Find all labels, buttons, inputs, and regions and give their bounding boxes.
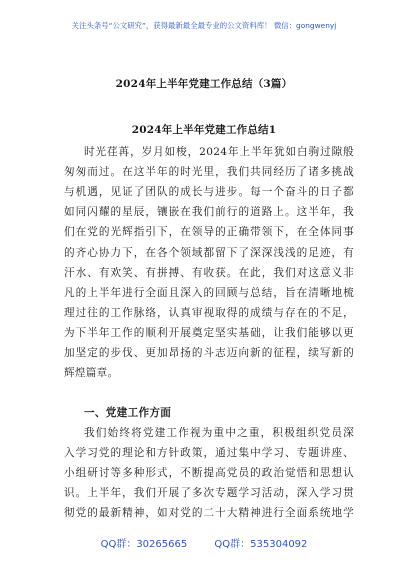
section-subtitle: 2024年上半年党建工作总结1 — [131, 124, 277, 136]
paragraph-line: 时光荏苒，岁月如梭，2024年上半年犹如白驹过隙般 — [84, 146, 354, 158]
paragraph-line: 汗水、有欢笑、有拼搏、有收获。在此，我们对这意义非 — [64, 267, 354, 279]
section-heading: 一、党建工作方面 — [84, 407, 172, 419]
paragraph-line: 识。上半年，我们开展了多次专题学习活动，深入学习贯 — [64, 487, 354, 499]
paragraph-line: 理过往的工作脉络，认真审视取得的成绩与存在的不足， — [64, 307, 354, 319]
qq-group-2: QQ群：535304092 — [214, 539, 308, 550]
paragraph-line: 加坚定的步伐、更加昂扬的斗志迈向新的征程，续写新的 — [64, 347, 354, 359]
paragraph-line: 们在党的光辉指引下，在领导的正确带领下，在全体同事 — [64, 226, 354, 238]
promo-banner: 关注头条号“公文研究”，获得最新最全最专业的公文资料库！ 微信：gongwenyj — [71, 21, 337, 30]
paragraph-line: 凡的上半年进行全面且深入的回顾与总结，旨在清晰地梳 — [64, 287, 354, 299]
paragraph-line: 辉煌篇章。 — [64, 367, 119, 379]
paragraph-line: 匆匆而过。在这半年的时光里，我们共同经历了诸多挑战 — [64, 166, 354, 178]
qq-group-1: QQ群：30265665 — [100, 539, 188, 550]
paragraph-line: 的齐心协力下，在各个领域都留下了深深浅浅的足迹，有 — [64, 247, 354, 259]
qq-footer — [0, 535, 408, 550]
document-title: 2024年上半年党建工作总结（3篇） — [115, 78, 293, 90]
paragraph-line: 如同闪耀的星辰，镶嵌在我们前行的道路上。这半年，我 — [64, 206, 354, 218]
paragraph-line: 与机遇，见证了团队的成长与进步。每一个奋斗的日子都 — [64, 186, 354, 198]
paragraph-line: 为下半年工作的顺利开展奠定坚实基础，让我们能够以更 — [64, 327, 354, 339]
paragraph-line: 彻党的最新精神，如对党的二十大精神进行全面系统地学 — [64, 507, 354, 519]
paragraph-line: 我们始终将党建工作视为重中之重，积极组织党员深 — [84, 427, 354, 439]
paragraph-line: 入学习党的理论和方针政策，通过集中学习、专题讲座、 — [64, 447, 354, 459]
paragraph-line: 小组研讨等多种形式，不断提高党员的政治觉悟和思想认 — [64, 467, 354, 479]
